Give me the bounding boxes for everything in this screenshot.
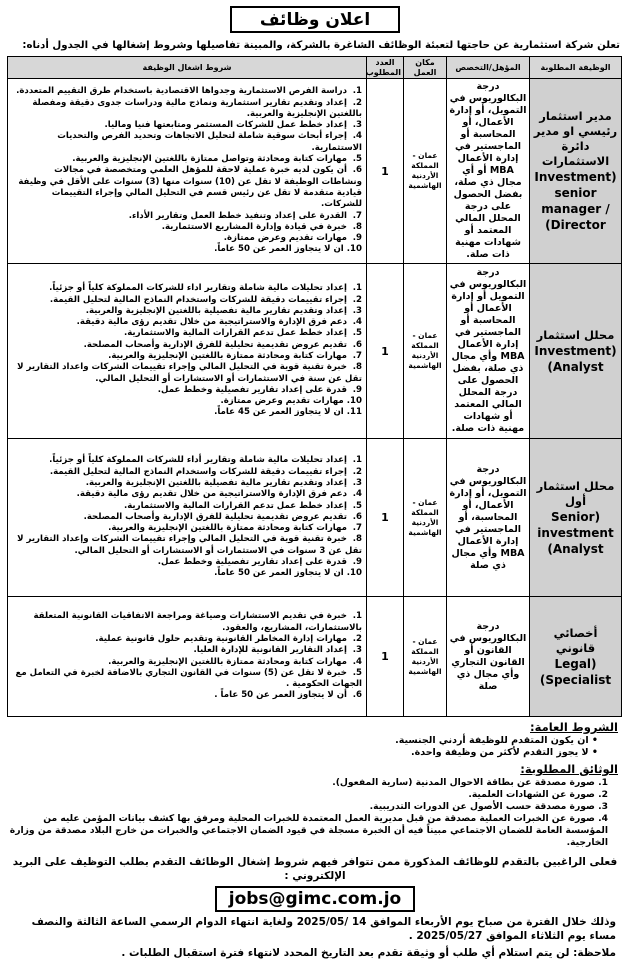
document-item: 1. صورة مصدقة عن بطاقة الاحوال المدنية (سارية المفعول). <box>332 777 608 788</box>
general-condition-item: • ان يكون المتقدم للوظيفة أردني الجنسية. <box>8 735 598 747</box>
duty-number: 9. <box>352 384 362 395</box>
title-wrap <box>8 6 622 34</box>
duty-number: 5. <box>352 328 362 339</box>
header-duties: شروط اشغال الوظيفة <box>8 57 367 79</box>
place-cell: عمان - المملكة الأردنية الهاشمية <box>404 439 447 597</box>
duty-item <box>12 283 362 294</box>
duty-text: مهارات كتابة ومحادثة وتواصل ممتازة باللغتين الإنجليزية والعربية. <box>72 154 347 165</box>
count-cell: 1 <box>367 79 404 264</box>
duty-text: خبرة تقنية قوية في التحليل المالي وإجراء تقييمات الشركات وإعداد التقارير لا تقل عن 3 سنوات في الاستثمارات أو الاستشارات أو التحليل المالي. <box>17 534 362 556</box>
job-title-cell <box>530 264 622 439</box>
duty-number: 6. <box>352 690 362 701</box>
duty-item <box>12 396 362 407</box>
duty-text: إعداد وتقديم تقارير استثمارية ونماذج مالية ودراسات جدوى دقيقة ومفصلة باللغتين الإنجليزية والعربية. <box>32 97 362 119</box>
job-title-ar: مدير استثمار رئيسي او مدير دائرة الاستثمارات <box>533 109 618 168</box>
duty-number: 5. <box>352 500 362 511</box>
duty-item <box>12 489 362 500</box>
duty-number: 2. <box>352 97 362 108</box>
duty-item <box>12 131 362 154</box>
duty-number: 8. <box>352 221 362 232</box>
duty-item <box>12 340 362 351</box>
email-row <box>8 886 622 912</box>
duty-text: مهارات كتابة ومحادثة ممتازة باللغتين الإنجليزية والعربية. <box>108 656 347 667</box>
header-qualification: المؤهل/التخصص <box>447 57 530 79</box>
document-item: 3. صورة مصدقة حسب الأصول عن الدورات التدريبية. <box>369 801 608 812</box>
application-period: وذلك خلال الفترة من صباح يوم الأربعاء الموافق 14 /2025/05 ولغاية انتهاء الدوام الرسمي الساعة الثالثة والنصف مساء يوم الثلاثاء الموافق 2025/05/27 . <box>31 916 616 942</box>
duty-item <box>12 478 362 489</box>
duty-item <box>12 657 362 668</box>
duty-text: إعداد وتقديم تقارير مالية تفصيلية باللغتين الإنجليزية والعربية. <box>85 305 347 316</box>
general-condition-item: • لا يجوز التقدم لأكثر من وظيفة واحدة. <box>8 747 598 759</box>
duty-text: مهارات كتابة ومحادثة ممتازة باللغتين الإنجليزية والعربية. <box>108 351 347 361</box>
qualification-cell: درجة البكالوريوس في القانون أو القانون التجاري وأي مجال ذي صلة <box>447 597 530 717</box>
note-text: ملاحظة: لن يتم استلام أي طلب أو وثيقة تقدم بعد التاريخ المحدد لانتهاء فترة استقبال الطلبات . <box>121 947 616 959</box>
document-item: 4. صورة عن الخبرات العملية مصدقة من قبل مديرية العمل المعتمدة للخبرات المحلية ومرفق بها كشف بيانات المؤمن عليه من المؤسسة العامة للضمان الاجتماعي مبيناً فيه أن الخبرة مسجلة في قيود الضمان الاجتماعي والخبرات من خارج البلاد مصدقة من وزارة الخارجية. <box>9 813 608 848</box>
duty-list <box>12 283 362 419</box>
general-conditions-list <box>8 735 622 759</box>
duty-item <box>12 523 362 534</box>
duty-item <box>12 362 362 385</box>
duty-number: 1. <box>352 86 362 97</box>
table-row <box>8 597 622 717</box>
duty-text: خبرة لا تقل عن (5) سنوات في القانون التجاري بالاضافة لخبرة في التعامل مع الجهات الحكومية . <box>15 667 362 690</box>
duty-text: إجراء أبحاث سوقية شاملة لتحليل الاتجاهات وتحديد الفرص والتحديات الاستثمارية. <box>57 131 362 153</box>
duty-number: 10. <box>346 568 362 579</box>
duty-item <box>12 328 362 339</box>
duty-item <box>12 690 362 701</box>
duty-item <box>12 86 362 97</box>
duty-item <box>12 534 362 557</box>
duty-number: 2. <box>352 294 362 305</box>
job-title-cell <box>530 439 622 597</box>
job-title-ar: محلل استثمار <box>536 327 615 342</box>
duty-number: 6. <box>352 165 362 176</box>
duty-text: مهارات تقديم وعرض ممتازة. <box>220 396 344 407</box>
duty-text: دراسة الفرص الاستثمارية وجدواها الاقتصادية باستخدام طرق التقييم المتعددة. <box>16 86 347 97</box>
duty-item <box>12 645 362 656</box>
apply-instructions: فعلى الراغبين بالتقدم للوظائف المذكورة ممن تتوافر فيهم شروط إشغال الوظائف التقدم بطلب التوظيف على البريد الإلكتروني : <box>12 856 618 882</box>
intro-text: تعلن شركة استثمارية عن حاجتها لتعبئة الوظائف الشاغرة بالشركة، والمبينة تفاصيلها وشروط إشغالها في الجدول أدناه: <box>22 40 620 51</box>
count-cell: 1 <box>367 597 404 717</box>
duty-number: 7. <box>352 351 362 361</box>
jobs-body <box>8 79 622 717</box>
duty-text: ان لا يتجاوز العمر عن 50 عاماً. <box>214 244 344 255</box>
duties-cell <box>8 264 367 439</box>
place-cell: عمان - المملكة الأردنية الهاشمية <box>404 597 447 717</box>
duty-item <box>12 98 362 121</box>
table-row <box>8 79 622 264</box>
duty-number: 6. <box>352 511 362 522</box>
duty-list <box>12 611 362 701</box>
job-title-cell <box>530 597 622 717</box>
duty-text: أن لا يتجاوز العمر عن 50 عاماً . <box>214 690 347 701</box>
duty-item <box>12 634 362 645</box>
document-item: 2. صورة عن الشهادات العلمية. <box>468 789 608 800</box>
duty-text: خبرة في قيادة وإدارة المشاريع الاستثمارية. <box>161 221 347 232</box>
duty-number: 4. <box>352 656 362 667</box>
duty-item <box>12 222 362 233</box>
duty-number: 5. <box>352 154 362 165</box>
duty-item <box>12 295 362 306</box>
duty-text: أن يكون لديه خبرة عملية لاحقة للمؤهل العلمي ومتخصصة في مجالات ونشاطات الوظيفة لا تقل عن (10) سنوات منها (3) سنوات على الأقل في وظيفة قيادية متقدمة لا تقل عن رئيس قسم في التحليل المالي وإجراء التقييمات للشركات. <box>18 165 362 210</box>
place-cell: عمان - المملكة الأردنية الهاشمية <box>404 264 447 439</box>
duty-number: 3. <box>352 477 362 488</box>
duty-item <box>12 455 362 466</box>
duty-number: 1. <box>352 611 362 622</box>
job-title-cell <box>530 79 622 264</box>
duty-text: تقديم عروض تقديمية تحليلية للفرق الإدارية وأصحاب المصلحة. <box>83 511 347 522</box>
duty-item <box>12 211 362 222</box>
duty-item <box>12 233 362 244</box>
duty-item <box>12 501 362 512</box>
documents-list <box>8 777 622 849</box>
duties-cell <box>8 597 367 717</box>
job-title-en: (Investment senior manager / Director) <box>534 170 617 232</box>
duty-item <box>12 407 362 418</box>
duty-text: إعداد تحليلات مالية شاملة وتقارير اداء للشركات المملوكة كلياً أو جزئياً. <box>49 283 347 294</box>
duty-text: إجراء تقييمات دقيقة للشركات واستخدام النماذج المالية لتحليل القيمة. <box>49 466 347 477</box>
duty-text: القدرة على إعداد وتنفيذ خطط العمل وتقارير الأداء. <box>128 210 347 221</box>
duty-text: مهارات تقديم وعرض ممتازة. <box>223 233 347 244</box>
duty-item <box>12 165 362 210</box>
duty-list <box>12 86 362 255</box>
duty-text: إعداد خطط عمل تدعم القرارات المالية والاستثمارية. <box>123 500 347 511</box>
duty-number: 2. <box>352 466 362 477</box>
duty-text: دعم فرق الإدارة والاستراتيجية من خلال تقديم رؤى مالية دقيقة. <box>76 489 347 500</box>
duty-text: إعداد التقارير القانونية للإدارة العليا. <box>193 645 347 656</box>
duty-item <box>12 467 362 478</box>
table-row <box>8 264 622 439</box>
duty-item <box>12 306 362 317</box>
job-title-ar: أخصائي قانوني <box>553 625 598 655</box>
job-title-ar: محلل استثمار أول <box>536 478 615 508</box>
duty-item <box>12 244 362 255</box>
general-conditions-title: الشروط العامة: <box>530 720 618 734</box>
duty-number: 4. <box>352 489 362 500</box>
count-cell: 1 <box>367 264 404 439</box>
duty-text: قدرة على إعداد تقارير تفصيلية وخطط عمل. <box>157 557 347 568</box>
duty-item <box>12 568 362 579</box>
ad-title: اعلان وظائف <box>230 6 400 33</box>
duty-text: دعم فرق الإدارة والاستراتيجية من خلال تقديم رؤى مالية دقيقة. <box>76 317 347 328</box>
duty-item <box>12 317 362 328</box>
job-title-en: (Senior investment Analyst) <box>537 509 614 556</box>
table-header-row <box>8 57 622 79</box>
duty-text: تقديم عروض تقديمية تحليلية للفرق الإدارية وأصحاب المصلحة. <box>83 339 347 350</box>
duty-number: 1. <box>352 455 362 466</box>
duty-number: 9. <box>352 233 362 244</box>
place-cell: عمان - المملكة الأردنية الهاشمية <box>404 79 447 264</box>
job-title-en: (Investment Analyst) <box>534 343 617 374</box>
duty-text: إعداد تحليلات مالية شاملة وتقارير أداء للشركات المملوكة كلياً أو جزئياً. <box>49 455 347 466</box>
duty-number: 6. <box>352 339 362 350</box>
email-address[interactable]: jobs@gimc.com.jo <box>215 886 415 912</box>
duty-number: 3. <box>352 120 362 131</box>
duty-number: 11. <box>346 407 362 418</box>
duty-text: قدرة على إعداد تقارير تفصيلية وخطط عمل. <box>157 384 347 395</box>
duty-number: 5. <box>352 667 362 678</box>
duty-text: إعداد وتقديم تقارير مالية تفصيلية باللغتين الإنجليزية والعربية. <box>85 477 347 488</box>
duty-text: خبرة تقنية قوية في التحليل المالي وإجراء تقييمات الشركات واعداد التقارير لا تقل عن سنة في الاستثمارات أو الاستشارات أو التحليل المالي. <box>17 362 362 384</box>
jobs-table <box>7 56 622 717</box>
qualification-cell: درجة البكالوريوس في التمويل، أو إدارة الأعمال، أو المحاسبة أو الماجستير في إدارة الأعمال MBA أو أي مجال ذي صلة، بفضل الحصول على درجة المحلل المالي المعتمد أو شهادات مهنية ذات صلة. <box>447 79 530 264</box>
header-place: مكان العمل <box>404 57 447 79</box>
duty-item <box>12 351 362 362</box>
duty-number: 8. <box>352 534 362 545</box>
duty-text: ان لا يتجاوز العمر عن 50 عاماً. <box>214 568 344 579</box>
qualification-cell: درجة البكالوريوس في التمويل، أو إدارة الأعمال، أو المحاسبة، أو الماجستير في إدارة الأعمال MBA وأي مجال ذي صلة <box>447 439 530 597</box>
duty-number: 4. <box>352 317 362 328</box>
job-title-en: (Legal Specialist) <box>539 656 612 687</box>
qualification-cell: درجة البكالوريوس في التمويل أو إدارة الأعمال أو المحاسبة أو الماجستير في إدارة الأعمال MBA وأي مجال ذي صلة، بفضل الحصول على درجة المحلل المالي المعتمد أو شهادات مهنية ذات صلة. <box>447 264 530 439</box>
header-count: العدد المطلوب <box>367 57 404 79</box>
duties-cell <box>8 79 367 264</box>
duty-number: 4. <box>352 131 362 142</box>
duty-item <box>12 512 362 523</box>
duty-list <box>12 455 362 579</box>
duty-number: 3. <box>352 645 362 656</box>
duty-text: خبرة في تقديم الاستشارات وصياغة ومراجعة الاتفاقيات القانونية المتعلقة بالاستثمارات، المشاريع، والعقود. <box>33 611 362 633</box>
duty-number: 9. <box>352 557 362 568</box>
table-row <box>8 439 622 597</box>
duty-text: ان لا يتجاوز العمر عن 45 عاماً. <box>214 407 344 418</box>
duty-item <box>12 385 362 396</box>
duty-number: 7. <box>352 523 362 534</box>
duty-number: 10. <box>346 396 362 407</box>
duty-number: 3. <box>352 305 362 316</box>
duty-item <box>12 611 362 634</box>
duty-text: إعداد خطط عمل للشركات المستثمر ومتابعتها فنيا وماليا. <box>104 120 347 131</box>
duty-item <box>12 668 362 691</box>
header-job: الوظيفة المطلوبة <box>530 57 622 79</box>
duty-text: إجراء تقييمات دقيقة للشركات واستخدام النماذج المالية لتحليل القيمة. <box>49 294 347 305</box>
duty-text: مهارات إدارة المخاطر القانونية وتقديم حلول قانونية عملية. <box>95 633 347 644</box>
duty-item <box>12 120 362 131</box>
duty-item <box>12 557 362 568</box>
duty-number: 10. <box>346 244 362 255</box>
duty-number: 2. <box>352 633 362 644</box>
duty-number: 7. <box>352 210 362 221</box>
documents-title: الوثائق المطلوبة: <box>520 762 618 776</box>
duty-number: 1. <box>352 283 362 294</box>
duties-cell <box>8 439 367 597</box>
duty-number: 8. <box>352 362 362 373</box>
duty-text: مهارات كتابة ومحادثة ممتازة باللغتين الإنجليزية والعربية. <box>108 523 347 534</box>
duty-item <box>12 154 362 165</box>
duty-text: إعداد خطط عمل تدعم القرارات المالية والاستثمارية. <box>123 328 347 339</box>
count-cell: 1 <box>367 439 404 597</box>
